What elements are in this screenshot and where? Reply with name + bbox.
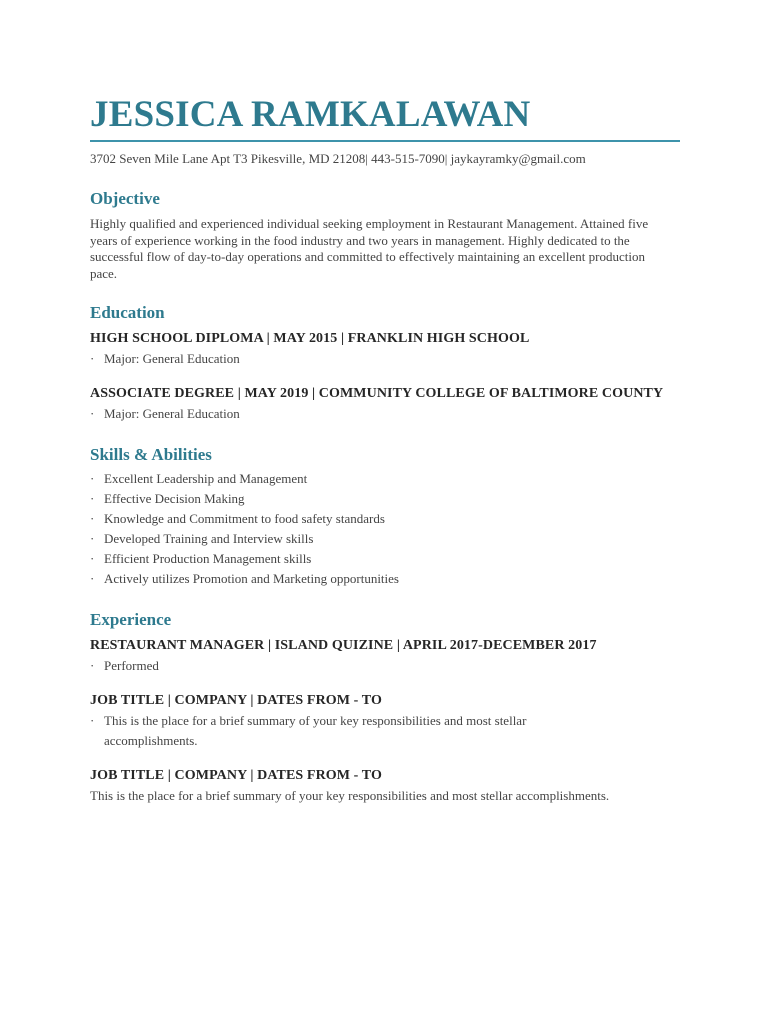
skills-list [90,469,690,589]
experience-entry-text: This is the place for a brief summary of your key responsibilities and most stellar accomplishments. [90,788,610,803]
bullet-text: Major: General Education [104,351,240,366]
bullet-dot: · [90,658,95,673]
skill-text: Efficient Production Management skills [104,551,312,566]
experience-entry-title: RESTAURANT MANAGER | ISLAND QUIZINE | APRIL 2017-DECEMBER 2017 [90,638,597,653]
education-entry-title: HIGH SCHOOL DIPLOMA | MAY 2015 | FRANKLIN HIGH SCHOOL [90,331,530,346]
bullet-dot: · [90,551,95,566]
list-item [90,404,690,424]
bullet-dot: · [90,471,95,486]
list-item [90,529,690,549]
bullet-text: Performed [104,658,159,673]
list-item [90,656,690,676]
bullet-dot: · [90,351,95,366]
objective-heading: Objective [90,189,160,208]
skill-text: Actively utilizes Promotion and Marketing opportunities [104,571,399,586]
list-item [90,711,590,751]
list-item [90,469,690,489]
bullet-dot: · [90,713,95,728]
bullet-dot: · [90,511,95,526]
bullet-dot: · [90,406,95,421]
candidate-name: JESSICA RAMKALAWAN [90,94,531,135]
bullet-text: This is the place for a brief summary of your key responsibilities and most stellar accomplishments. [104,713,527,748]
skill-text: Effective Decision Making [104,491,245,506]
list-item [90,569,690,589]
bullet-dot: · [90,531,95,546]
education-entry-title: ASSOCIATE DEGREE | MAY 2019 | COMMUNITY COLLEGE OF BALTIMORE COUNTY [90,386,664,401]
experience-entry-title: JOB TITLE | COMPANY | DATES FROM - TO [90,768,382,783]
list-item [90,549,690,569]
bullet-dot: · [90,571,95,586]
experience-entry-bullets [90,656,690,676]
education-entry-bullets [90,349,690,369]
list-item [90,349,690,369]
bullet-text: Major: General Education [104,406,240,421]
list-item [90,509,690,529]
experience-entry-bullets [90,711,590,751]
experience-heading: Experience [90,610,172,629]
skill-text: Developed Training and Interview skills [104,531,314,546]
objective-text: Highly qualified and experienced individual seeking employment in Restaurant Management. Attained five years of experience working in the food industry and two years in management. Highly dedicated to the successful flow of day-to-day operations and committed to effectively maintaining an excellent production pace. [90,216,649,281]
education-entry-bullets [90,404,690,424]
list-item [90,489,690,509]
experience-entry-title: JOB TITLE | COMPANY | DATES FROM - TO [90,693,382,708]
skill-text: Knowledge and Commitment to food safety standards [104,511,385,526]
header-rule [90,140,680,142]
education-heading: Education [90,303,165,322]
resume-content [90,92,690,806]
skills-heading: Skills & Abilities [90,445,212,464]
skill-text: Excellent Leadership and Management [104,471,308,486]
bullet-dot: · [90,491,95,506]
contact-line: 3702 Seven Mile Lane Apt T3 Pikesville, MD 21208| 443-515-7090| jaykayramky@gmail.com [90,151,586,166]
